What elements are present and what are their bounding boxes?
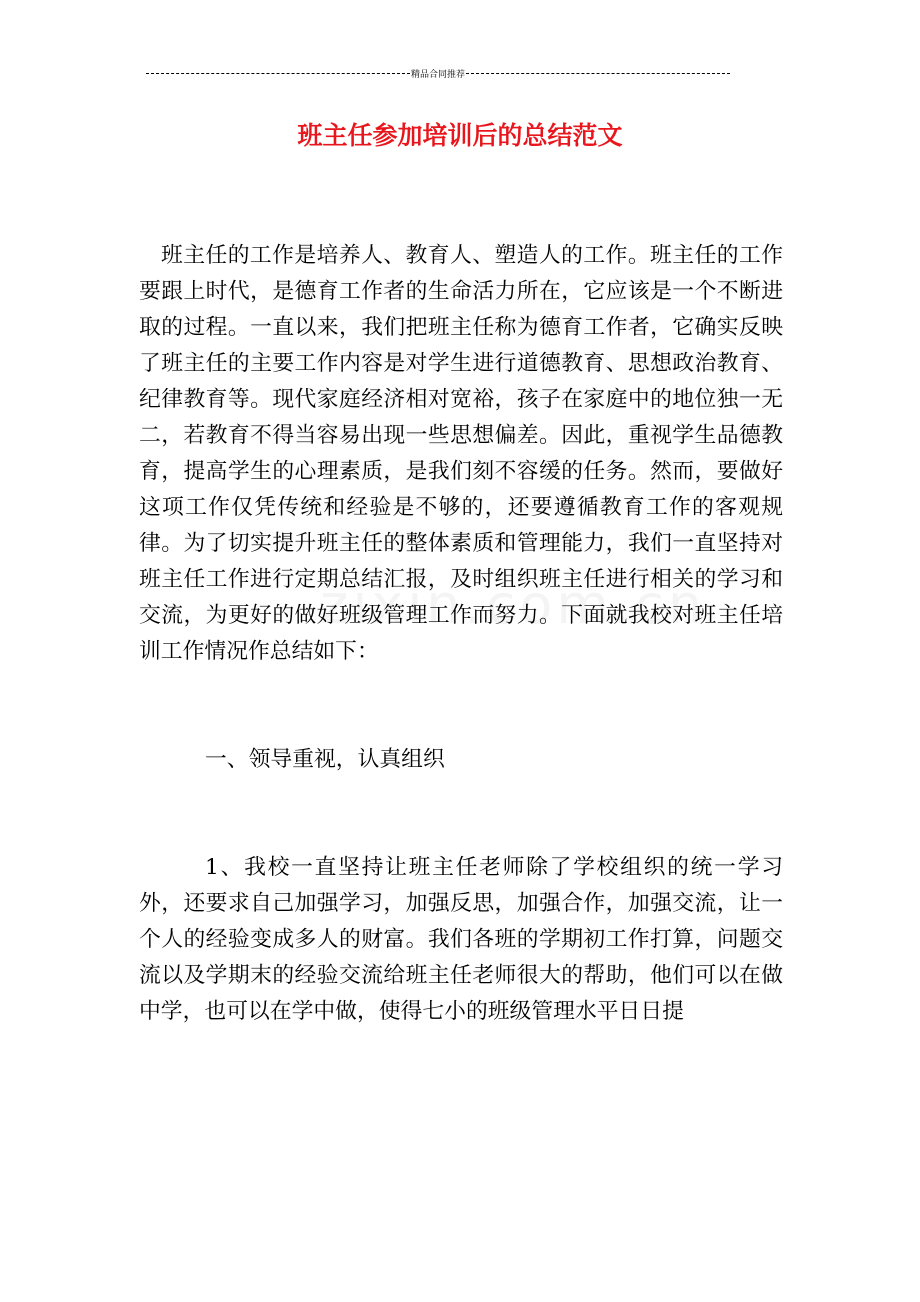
header-dash-right (466, 73, 730, 74)
section-heading: 一、领导重视，认真组织 (205, 747, 445, 772)
page-header (138, 66, 738, 80)
header-label: 精品合同推荐 (410, 68, 465, 79)
list-item-paragraph: 1、我校一直坚持让班主任老师除了学校组织的统一学习外，还要求自己加强学习，加强反思，加强合作，加强交流，让一个人的经验变成多人的财富。我们各班的学期初工作打算，问题交流以及学期末的经验交流给班主任老师很大的帮助，他们可以在做中学，也可以在学中做，使得七小的班级管理水平日日提 (139, 855, 783, 1024)
header-dash-left (146, 73, 410, 74)
intro-paragraph: 班主任的工作是培养人、教育人、塑造人的工作。班主任的工作要跟上时代，是德育工作者的生命活力所在，它应该是一个不断进取的过程。一直以来，我们把班主任称为德育工作者，它确实反映了班主任的主要工作内容是对学生进行道德教育、思想政治教育、纪律教育等。现代家庭经济相对宽裕，孩子在家庭中的地位独一无二，若教育不得当容易出现一些思想偏差。因此，重视学生品德教育，提高学生的心理素质，是我们刻不容缓的任务。然而，要做好这项工作仅凭传统和经验是不够的，还要遵循教育工作的客观规律。为了切实提升班主任的整体素质和管理能力，我们一直坚持对班主任工作进行定期总结汇报，及时组织班主任进行相关的学习和交流，为更好的做好班级管理工作而努力。下面就我校对班主任培训工作情况作总结如下： (139, 243, 783, 664)
document-title: 班主任参加培训后的总结范文 (297, 121, 623, 150)
document-body (139, 238, 783, 1030)
